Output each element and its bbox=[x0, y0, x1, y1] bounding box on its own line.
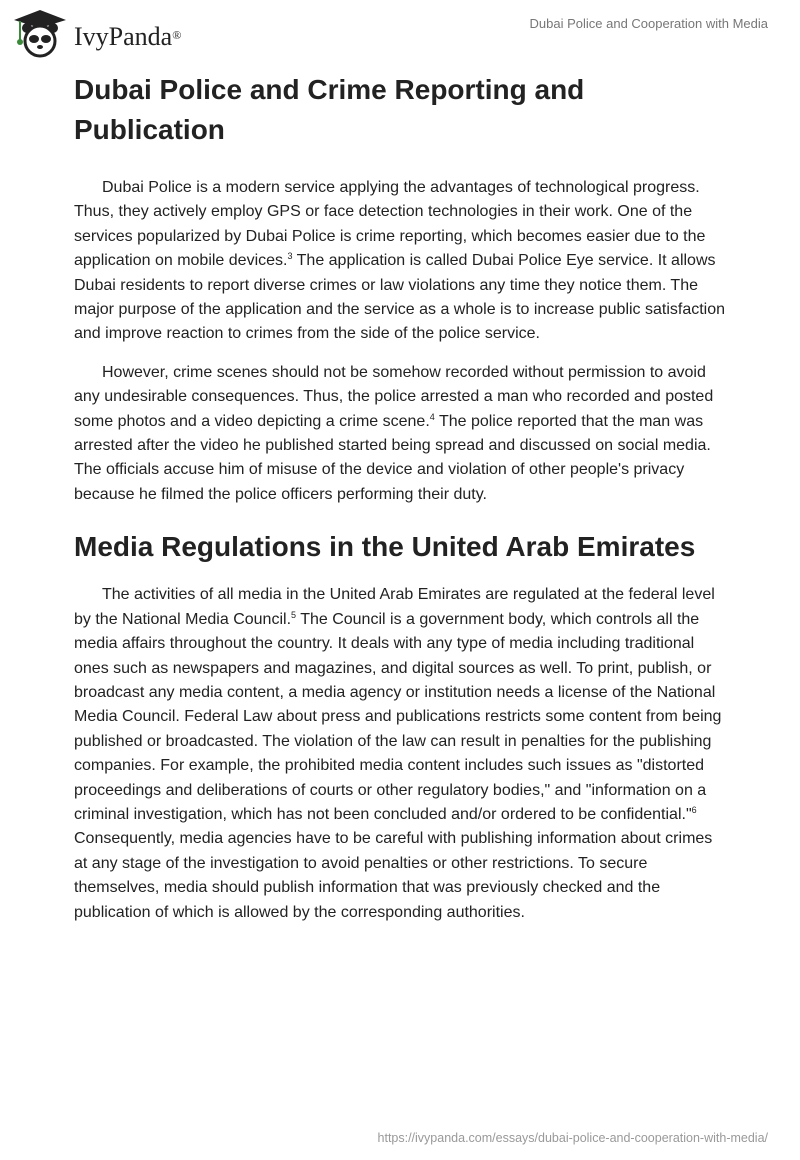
paragraph: The activities of all media in the United Arab Emirates are regulated at the federal level by the National Media Council.$^5$ The Council is a government body, which controls all the media affairs throughout the country. It deals with any type of media including traditional ones such as newspapers and magazines, and digital sources as well. To print, publish, or broadcast any media content, a media agency or institution needs a license of the National Media Council. Federal Law about press and publications restricts some content from being published or broadcasted. The violation of the law can result in penalties for the publishing companies. For example, the prohibited media content includes such issues as "distorted proceedings and deliberations of courts or other regulatory bodies," and "information on a criminal investigation, which has not been concluded and/or ordered to be confidential."$^6$ Consequently, media agencies have to be careful with publishing information about crimes at any stage of the investigation to avoid penalties or other restrictions. To secure themselves, media should publish information that was previously checked and the publication of which is allowed by the corresponding authorities. bbox=[74, 586, 722, 921]
brand-name: IvyPanda® bbox=[74, 22, 182, 51]
footnote-ref: 5 bbox=[291, 609, 297, 620]
panda-graduate-icon bbox=[12, 8, 68, 58]
running-title: Dubai Police and Cooperation with Media bbox=[529, 16, 768, 31]
ivypanda-logo[interactable] bbox=[12, 8, 181, 58]
paragraph: However, crime scenes should not be somehow recorded without permission to avoid any undesirable consequences. Thus, the police arrested a man who recorded and posted some photos and a video depicting a crime scene.$^4$ The police reported that the man was arrested after the video he published started being spread and discussed on social media. The officials accuse him of misuse of the device and violation of other people's privacy because he filmed the police officers performing their duty. bbox=[74, 363, 714, 503]
paragraph: Dubai Police is a modern service applying the advantages of technological progress. Thus, they actively employ GPS or face detection technologies in their work. One of the services popularized by Dubai Police is crime reporting, which becomes easier due to the application on mobile devices.$^3$ The application is called Dubai Police Eye service. It allows Dubai residents to report diverse crimes or law violations any time they notice them. The major purpose of the application and the service as a whole is to increase public satisfaction and improve reaction to crimes from the side of the police service. bbox=[74, 179, 726, 343]
article-body bbox=[74, 70, 726, 939]
footnote-ref: 4 bbox=[429, 411, 435, 422]
footnote-ref: 6 bbox=[691, 804, 697, 815]
source-url[interactable]: https://ivypanda.com/essays/dubai-police-and-cooperation-with-media/ bbox=[377, 1131, 768, 1145]
section-heading: Media Regulations in the United Arab Emirates bbox=[74, 531, 696, 563]
section-heading: Dubai Police and Crime Reporting and Publication bbox=[74, 74, 585, 145]
footnote-ref: 3 bbox=[287, 251, 293, 262]
